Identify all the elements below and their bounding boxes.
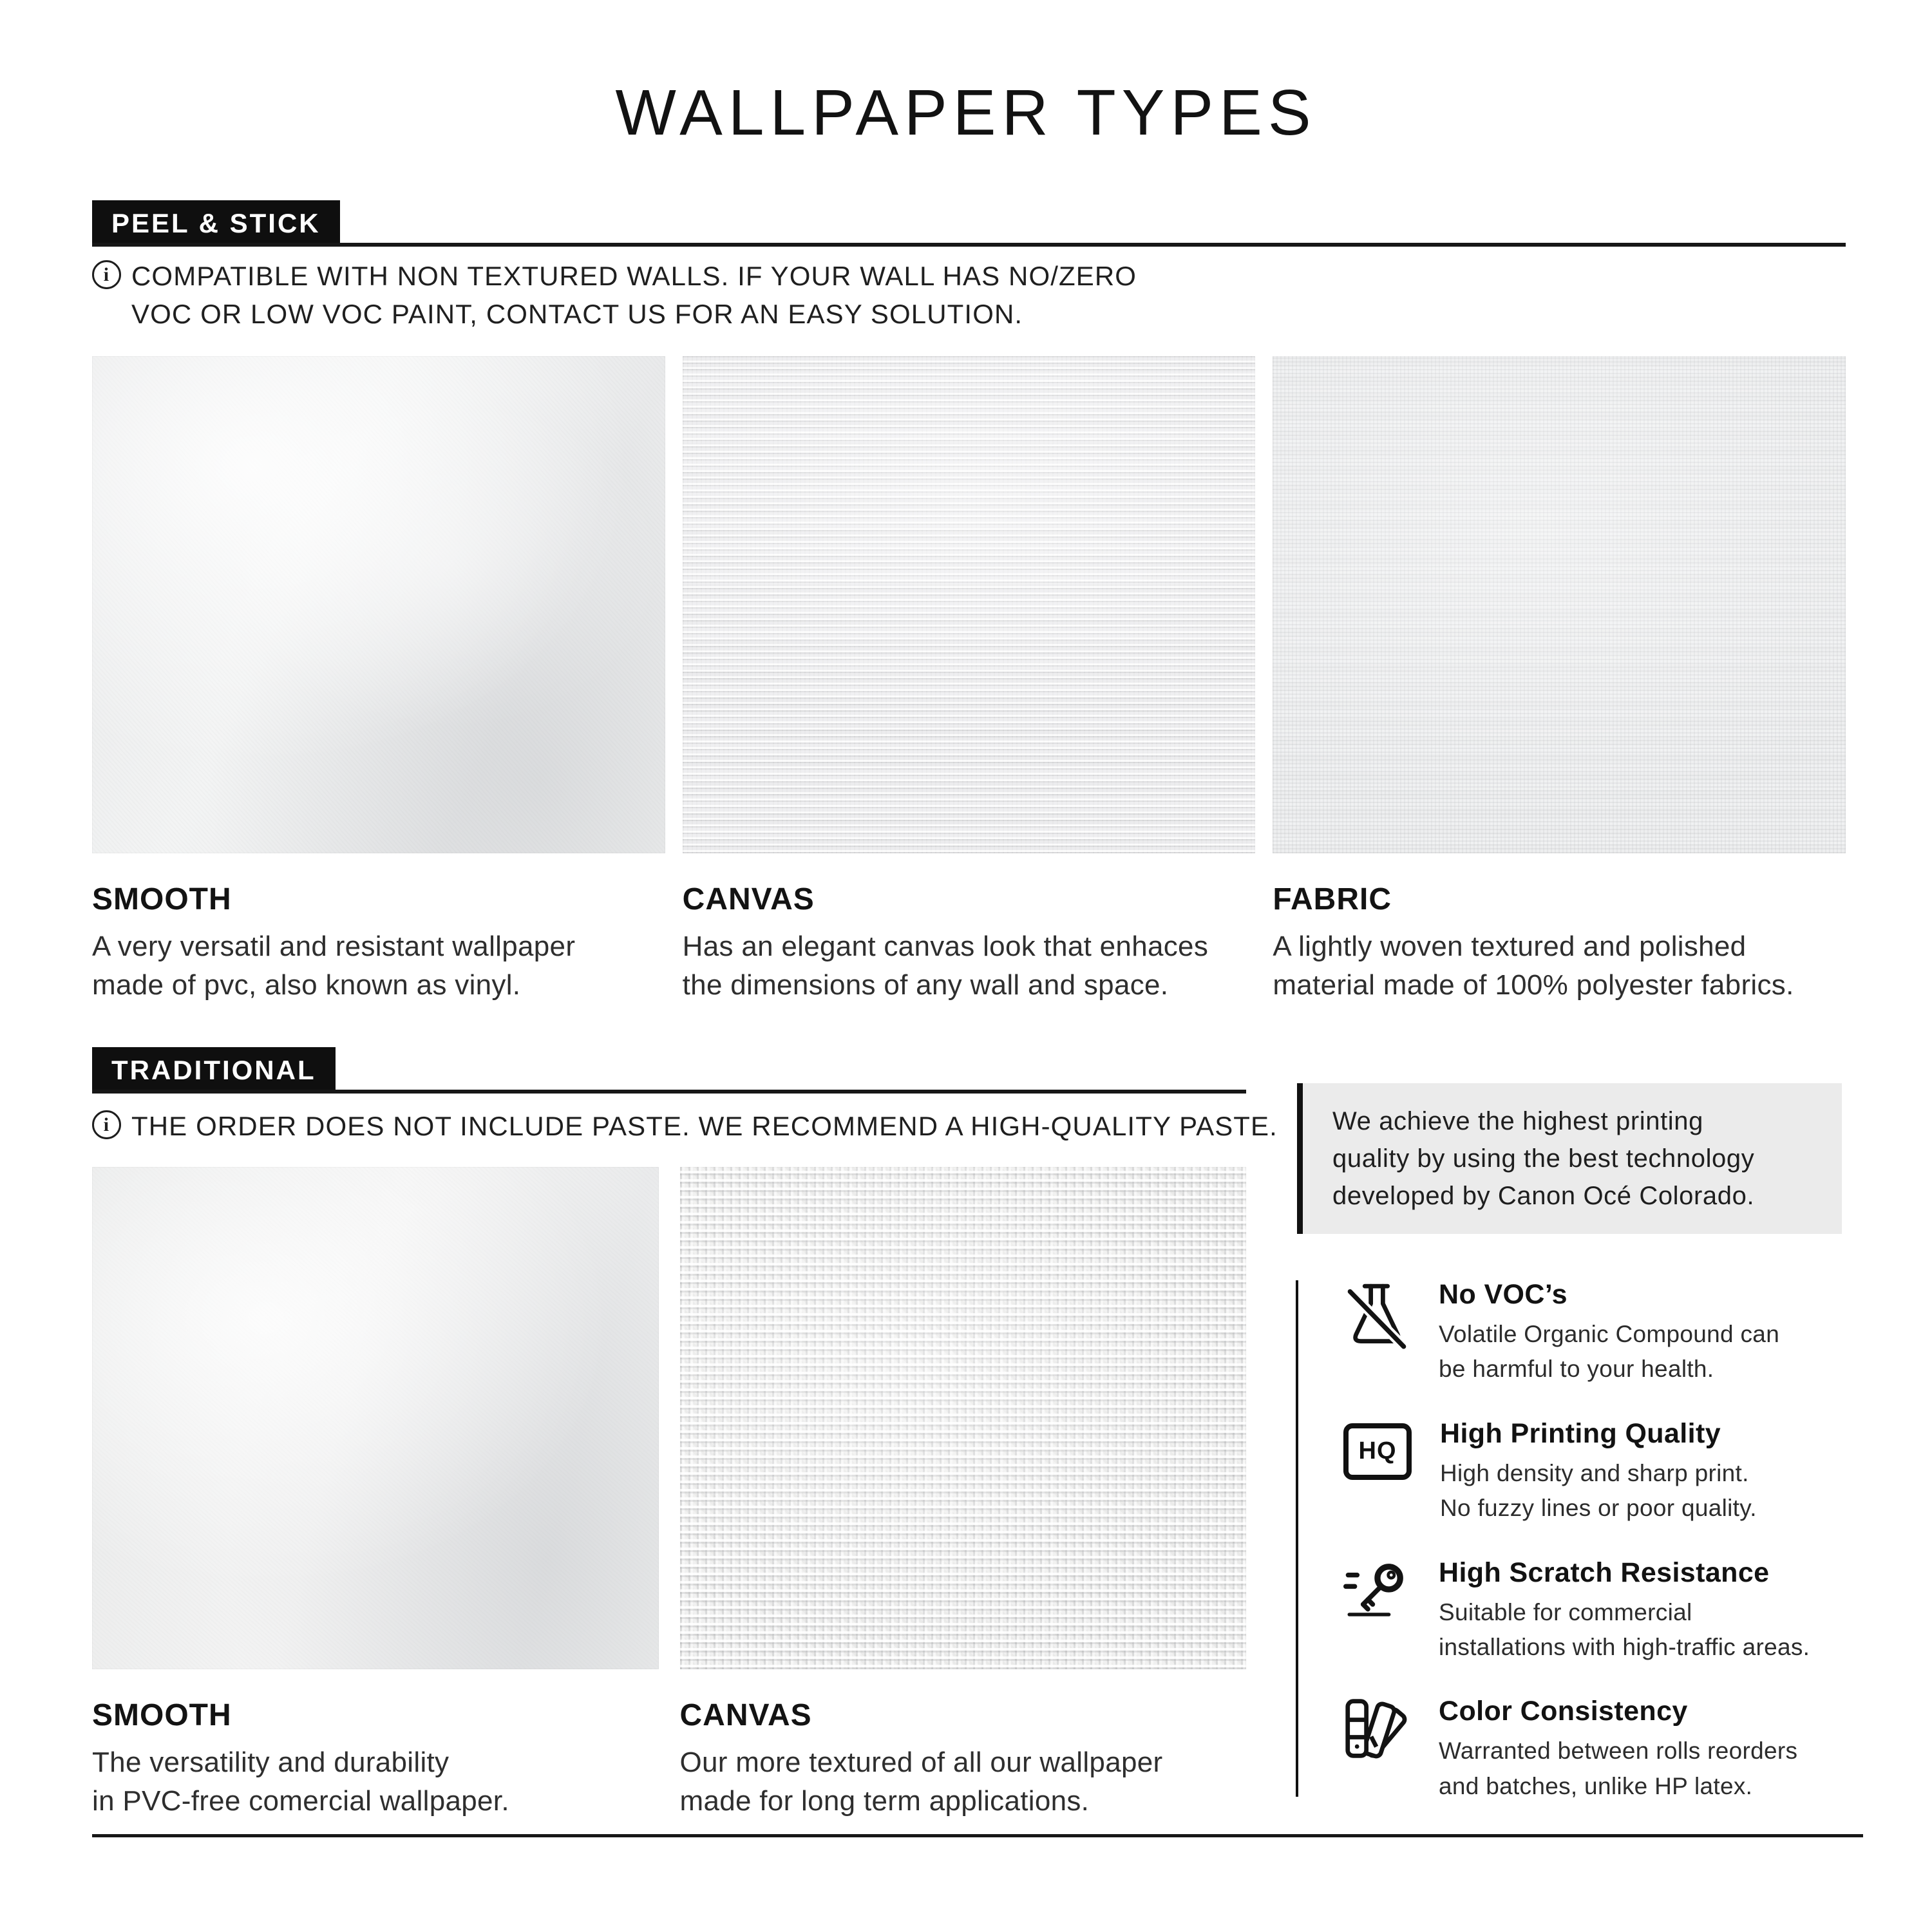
printing-quality-note: We achieve the highest printing quality by using the best technology developed by Canon Océ Colorado. (1297, 1083, 1842, 1234)
feature-title: High Printing Quality (1440, 1417, 1721, 1449)
feature-title: No VOC’s (1439, 1279, 1567, 1310)
feature-description: Volatile Organic Compound can be harmful to your health. (1439, 1321, 1780, 1383)
peel-stick-badge: PEEL & STICK (92, 200, 340, 247)
traditional-info-note (92, 1108, 1278, 1146)
feature-scratch-resistance (1343, 1557, 1859, 1665)
bottom-rule (92, 1834, 1863, 1837)
type-description: The versatility and durability in PVC-free comercial wallpaper. (92, 1747, 509, 1817)
smooth-texture-sample (92, 356, 665, 853)
feature-title: Color Consistency (1439, 1696, 1688, 1727)
feature-list (1343, 1279, 1859, 1835)
type-description: A very versatil and resistant wallpaper made of pvc, also known as vinyl. (92, 931, 576, 1001)
type-name: CANVAS (679, 1698, 812, 1732)
wallpaper-type-card-smooth (92, 356, 665, 1005)
peel-section-rule (92, 243, 1846, 247)
no-voc-flask-icon (1343, 1279, 1410, 1351)
feature-title: High Scratch Resistance (1439, 1557, 1770, 1588)
wallpaper-type-card-canvas (683, 356, 1256, 1005)
wallpaper-type-card-smooth-traditional (92, 1167, 659, 1821)
canvas-texture-sample (683, 356, 1256, 853)
peel-swatch-grid (92, 356, 1846, 1005)
scratch-key-icon (1343, 1557, 1410, 1620)
wallpaper-type-card-fabric (1273, 356, 1846, 1005)
type-description: Has an elegant canvas look that enhaces the dimensions of any wall and space. (682, 931, 1209, 1001)
feature-color-consistency (1343, 1696, 1859, 1804)
peel-info-text: COMPATIBLE WITH NON TEXTURED WALLS. IF YOUR WALL HAS NO/ZERO VOC OR LOW VOC PAINT, CONTACT US FOR AN EASY SOLUTION. (131, 261, 1137, 329)
type-description: A lightly woven textured and polished material made of 100% polyester fabrics. (1273, 931, 1794, 1001)
color-swatches-icon (1343, 1696, 1410, 1761)
hq-badge-icon: HQ (1343, 1418, 1412, 1480)
feature-description: Warranted between rolls reorders and batches, unlike HP latex. (1439, 1738, 1798, 1799)
type-name: SMOOTH (92, 1698, 232, 1732)
smooth-texture-sample (92, 1167, 659, 1669)
traditional-swatch-grid (92, 1167, 1246, 1821)
coarse-canvas-texture-sample (680, 1167, 1247, 1669)
peel-info-note (92, 258, 1137, 334)
type-name: FABRIC (1273, 882, 1392, 916)
traditional-section-rule (92, 1090, 1246, 1094)
info-icon: i (92, 1110, 121, 1139)
type-name: CANVAS (682, 882, 815, 916)
wallpaper-type-card-canvas-traditional (680, 1167, 1247, 1821)
feature-description: High density and sharp print. No fuzzy lines or poor quality. (1440, 1459, 1757, 1522)
info-icon: i (92, 260, 121, 289)
feature-description: Suitable for commercial installations with high-traffic areas. (1439, 1598, 1810, 1660)
traditional-info-text: THE ORDER DOES NOT INCLUDE PASTE. WE RECOMMEND A HIGH-QUALITY PASTE. (131, 1111, 1278, 1141)
type-name: SMOOTH (92, 882, 232, 916)
page-title: WALLPAPER TYPES (615, 77, 1317, 149)
fabric-texture-sample (1273, 356, 1846, 853)
feature-no-voc (1343, 1279, 1859, 1387)
type-description: Our more textured of all our wallpaper made for long term applications. (679, 1747, 1163, 1817)
feature-high-printing-quality (1343, 1418, 1859, 1526)
traditional-badge: TRADITIONAL (92, 1047, 336, 1094)
features-divider-line (1296, 1280, 1298, 1797)
